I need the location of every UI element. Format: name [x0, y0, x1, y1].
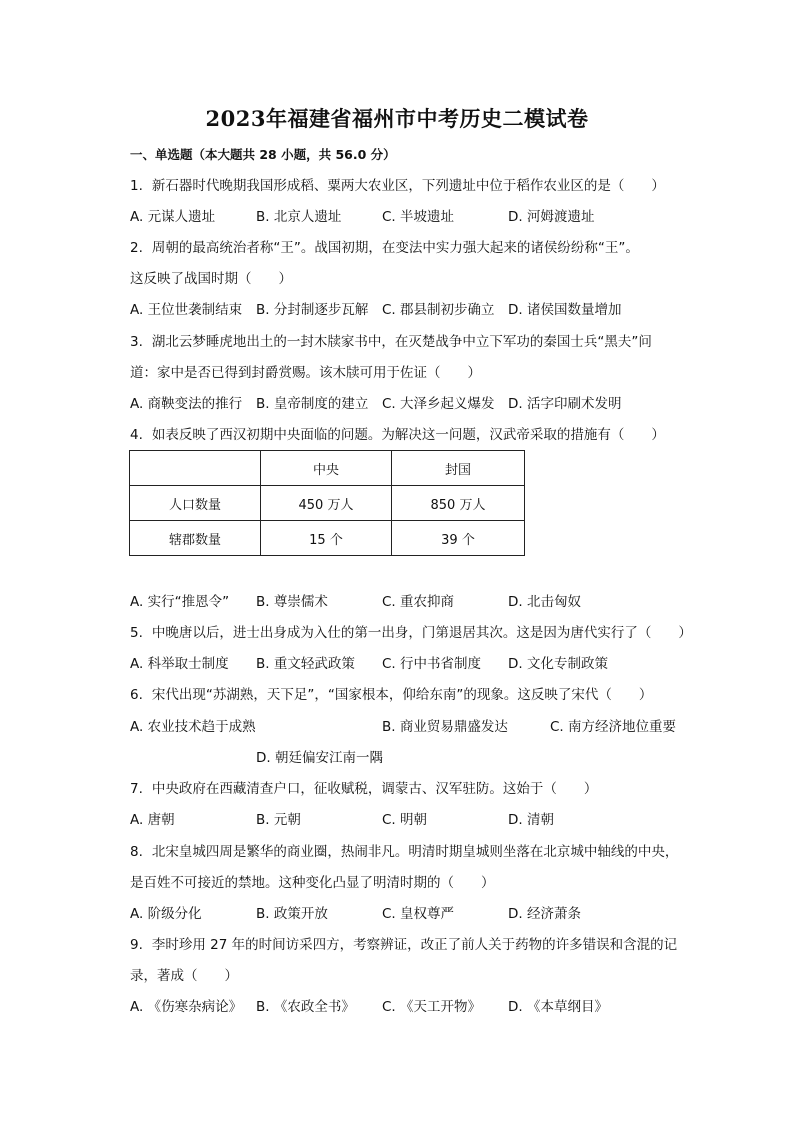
question-number: 4.: [130, 427, 143, 443]
table-cell: 39 个: [392, 521, 525, 556]
table-header-row: [130, 451, 525, 486]
question-6-option-a: A. 农业技术趋于成熟: [130, 719, 256, 735]
table-header-cell: [130, 451, 261, 486]
question-8-option-c: C. 皇权尊严: [382, 906, 455, 922]
question-3-option-c: C. 大泽乡起义爆发: [382, 396, 495, 412]
question-number: 3.: [130, 334, 143, 350]
table-row: [130, 521, 525, 556]
question-4-text: 4. 如表反映了西汉初期中央面临的问题。为解决这一问题，汉武帝采取的措施有（ ）: [130, 427, 665, 443]
question-7-option-d: D. 清朝: [508, 812, 554, 828]
exam-title: 2023年福建省福州市中考历史二模试卷: [205, 106, 589, 131]
question-8-text: 8. 北宋皇城四周是繁华的商业圈，热闹非凡。明清时期皇城则坐落在北京城中轴线的中央，: [130, 844, 679, 860]
question-number: 7.: [130, 781, 143, 797]
question-2-option-c: C. 郡县制初步确立: [382, 302, 495, 318]
question-6-option-b: B. 商业贸易鼎盛发达: [382, 719, 508, 735]
question-3-option-a: A. 商鞅变法的推行: [130, 396, 243, 412]
question-9-option-b: B. 《农政全书》: [256, 999, 355, 1015]
question-1-text: 1. 新石器时代晚期我国形成稻、粟两大农业区，下列遗址中位于稻作农业区的是（ ）: [130, 178, 665, 194]
question-4-option-d: D. 北击匈奴: [508, 594, 581, 610]
question-5-option-d: D. 文化专制政策: [508, 656, 608, 672]
question-number: 8.: [130, 844, 143, 860]
table-cell: 850 万人: [392, 486, 525, 521]
table-cell: 人口数量: [130, 486, 261, 521]
question-7-option-a: A. 唐朝: [130, 812, 175, 828]
question-7-option-c: C. 明朝: [382, 812, 428, 828]
question-9-text: 9. 李时珍用 27 年的时间访采四方，考察辨证，改正了前人关于药物的许多错误和含混的记: [130, 937, 678, 953]
question-5-option-c: C. 行中书省制度: [382, 656, 482, 672]
table-cell: 450 万人: [261, 486, 392, 521]
question-6-option-d: D. 朝廷偏安江南一隅: [256, 750, 383, 766]
question-4-option-a: A. 实行“推恩令”: [130, 594, 230, 610]
question-3-text: 3. 湖北云梦睡虎地出土的一封木牍家书中，在灭楚战争中立下军功的秦国士兵“黑夫”问: [130, 334, 652, 350]
question-8-option-a: A. 阶级分化: [130, 906, 202, 922]
question-1-option-a: A. 元谋人遗址: [130, 209, 216, 225]
question-2-text: 2. 周朝的最高统治者称“王”。战国初期，在变法中实力强大起来的诸侯纷纷称“王”。: [130, 240, 639, 256]
question-1-option-b: B. 北京人遗址: [256, 209, 342, 225]
question-1-option-c: C. 半坡遗址: [382, 209, 455, 225]
question-number: 5.: [130, 625, 143, 641]
question-number: 9.: [130, 937, 143, 953]
table-cell: 辖郡数量: [130, 521, 261, 556]
question-9-option-c: C. 《天工开物》: [382, 999, 482, 1015]
question-3-option-d: D. 活字印刷术发明: [508, 396, 622, 412]
question-7-text: 7. 中央政府在西藏清查户口，征收赋税，调蒙古、汉军驻防。这始于（ ）: [130, 781, 598, 797]
question-5-option-b: B. 重文轻武政策: [256, 656, 355, 672]
question-9-option-d: D. 《本草纲目》: [508, 999, 608, 1015]
table-row: [130, 486, 525, 521]
question-8-text-cont: 是百姓不可接近的禁地。这种变化凸显了明清时期的（ ）: [130, 875, 495, 891]
question-4-option-b: B. 尊崇儒术: [256, 594, 328, 610]
table-cell: 15 个: [261, 521, 392, 556]
question-5-option-a: A. 科举取士制度: [130, 656, 229, 672]
question-number: 2.: [130, 240, 143, 256]
question-6-text: 6. 宋代出现“苏湖熟，天下足”，“国家根本，仰给东南”的现象。这反映了宋代（ ）: [130, 687, 653, 703]
question-5-text: 5. 中晚唐以后，进士出身成为入仕的第一出身，门第退居其次。这是因为唐代实行了（ ）: [130, 625, 692, 641]
table-header-cell: 中央: [261, 451, 392, 486]
question-2-option-b: B. 分封制逐步瓦解: [256, 302, 369, 318]
question-number: 6.: [130, 687, 143, 703]
question-2-option-d: D. 诸侯国数量增加: [508, 302, 622, 318]
question-7-option-b: B. 元朝: [256, 812, 301, 828]
question-2-option-a: A. 王位世袭制结束: [130, 302, 243, 318]
table-header-cell: 封国: [392, 451, 525, 486]
question-4-option-c: C. 重农抑商: [382, 594, 455, 610]
question-9-option-a: A. 《伤寒杂病论》: [130, 999, 243, 1015]
question-9-text-cont: 录，著成（ ）: [130, 968, 238, 984]
question-8-option-b: B. 政策开放: [256, 906, 328, 922]
section-heading: 一、单选题（本大题共 28 小题，共 56.0 分）: [130, 147, 396, 162]
question-6-option-c: C. 南方经济地位重要: [550, 719, 677, 735]
question-8-option-d: D. 经济萧条: [508, 906, 581, 922]
data-table: [129, 450, 525, 556]
question-3-text-cont: 道：家中是否已得到封爵赏赐。该木牍可用于佐证（ ）: [130, 365, 481, 381]
question-3-option-b: B. 皇帝制度的建立: [256, 396, 369, 412]
question-2-text-cont: 这反映了战国时期（ ）: [130, 271, 292, 287]
question-1-option-d: D. 河姆渡遗址: [508, 209, 595, 225]
question-number: 1.: [130, 178, 143, 194]
